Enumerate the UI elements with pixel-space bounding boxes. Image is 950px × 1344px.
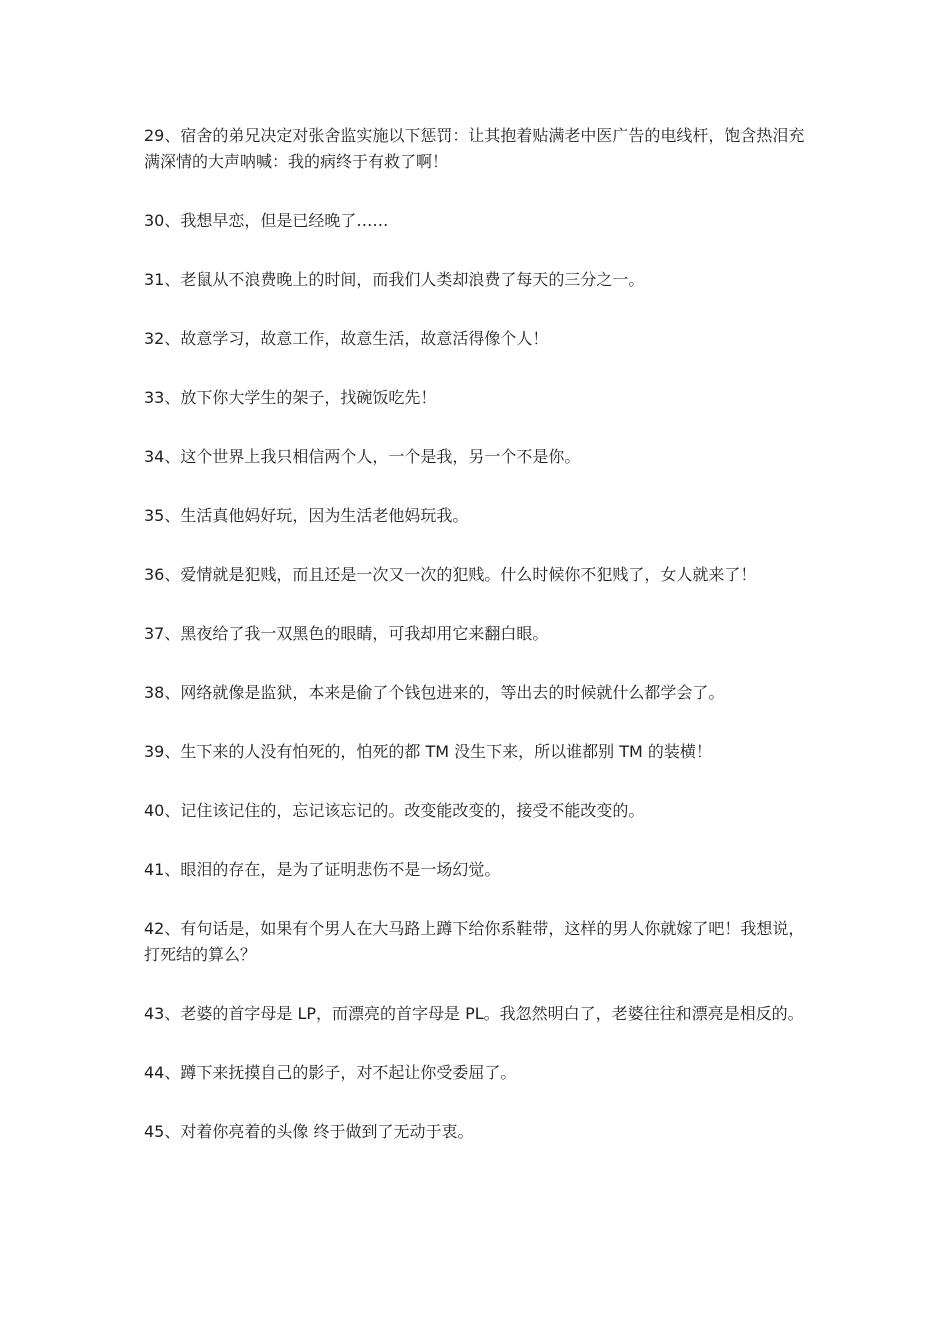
joke-list: [144, 123, 814, 1145]
entry-32: 32、故意学习，故意工作，故意生活，故意活得像个人！: [144, 329, 549, 348]
spacer: [144, 824, 814, 857]
entry-37: 37、黑夜给了我一双黑色的眼睛，可我却用它来翻白眼。: [144, 624, 549, 643]
entry-35: 35、生活真他妈好玩，因为生活老他妈玩我。: [144, 506, 469, 525]
spacer: [144, 293, 814, 326]
entry-43: 43、老婆的首字母是 LP，而漂亮的首字母是 PL。我忽然明白了，老婆往往和漂亮是相反的。: [144, 1004, 804, 1023]
entry-38: 38、网络就像是监狱，本来是偷了个钱包进来的，等出去的时候就什么都学会了。: [144, 683, 725, 702]
spacer: [144, 175, 814, 208]
spacer: [144, 352, 814, 385]
entry-36: 36、爱情就是犯贱，而且还是一次又一次的犯贱。什么时候你不犯贱了，女人就来了！: [144, 565, 757, 584]
spacer: [144, 470, 814, 503]
spacer: [144, 647, 814, 680]
spacer: [144, 234, 814, 267]
spacer: [144, 588, 814, 621]
spacer: [144, 1086, 814, 1119]
spacer: [144, 411, 814, 444]
entry-42: 42、有句话是，如果有个男人在大马路上蹲下给你系鞋带，这样的男人你就嫁了吧！我想说，打死结的算么？: [144, 919, 805, 964]
spacer: [144, 529, 814, 562]
entry-40: 40、记住该记住的，忘记该忘记的。改变能改变的，接受不能改变的。: [144, 801, 645, 820]
entry-31: 31、老鼠从不浪费晚上的时间，而我们人类却浪费了每天的三分之一。: [144, 270, 645, 289]
entry-39: 39、生下来的人没有怕死的，怕死的都 TM 没生下来，所以谁都别 TM 的装横！: [144, 742, 712, 761]
spacer: [144, 968, 814, 1001]
spacer: [144, 1027, 814, 1060]
entry-44: 44、蹲下来抚摸自己的影子，对不起让你受委屈了。: [144, 1063, 517, 1082]
spacer: [144, 706, 814, 739]
entry-45: 45、对着你亮着的头像 终于做到了无动于衷。: [144, 1122, 474, 1141]
entry-33: 33、放下你大学生的架子，找碗饭吃先！: [144, 388, 437, 407]
entry-30: 30、我想早恋，但是已经晚了……: [144, 211, 389, 230]
spacer: [144, 765, 814, 798]
entry-29: 29、宿舍的弟兄决定对张舍监实施以下惩罚：让其抱着贴满老中医广告的电线杆，饱含热泪充满深情的大声呐喊：我的病终于有救了啊！: [144, 126, 805, 171]
entry-41: 41、眼泪的存在，是为了证明悲伤不是一场幻觉。: [144, 860, 501, 879]
spacer: [144, 883, 814, 916]
entry-34: 34、这个世界上我只相信两个人，一个是我，另一个不是你。: [144, 447, 581, 466]
